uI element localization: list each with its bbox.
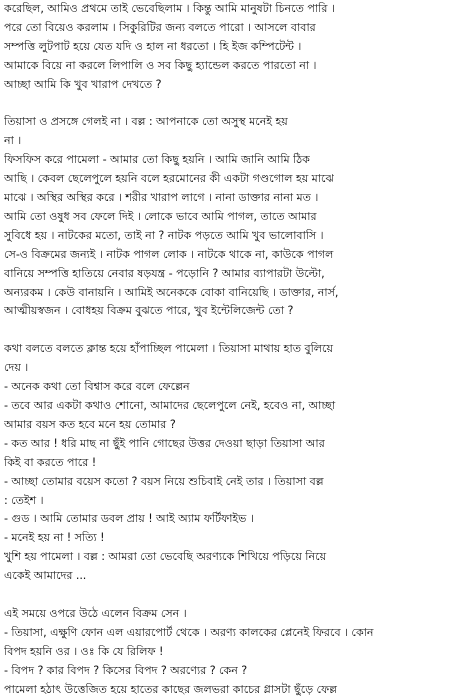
text-line: - বিপদ ? কার বিপদ ? কিসের বিপদ ? অরণ্যের ? কেন ? [4,663,248,677]
text-line: - মনেই হয় না ! সত্যি ! [4,531,105,545]
paragraph-gap [4,95,454,114]
text-line: - গুড । আমি তোমার ডবল প্রায় ! আই অ্যাম ফর্টিফাইভ । [4,512,254,526]
text-line: - তবে আর একটা কথাও শোনো, আমাদের ছেলেপুলে নেই, হবেও না, আচ্ছা [4,399,336,412]
text-line: আচ্ছা আমি কি খুব খারাপ দেখতে ? [4,77,162,91]
text-line: করেছিল, আমিও প্রথমে তাই ভেবেছিলাম । কিন্তু আমি মানুষটা চিনতে পারি । [4,2,335,15]
text-line: সম্পত্তি লুটপাট হয়ে যেত যদি ও হাল না ধরতো । হি ইজ কম্পিটেন্ট । [4,39,302,53]
text-line: দেয় । [4,361,29,375]
text-line: আমাকে বিয়ে না করলে লিপালি ও সব কিছু হ্যান্ডেল করতে পারতো না । [4,58,317,72]
text-line: এই সময়ে ওপরে উঠে এলেন বিক্রম সেন । [4,606,187,620]
text-line: তিয়াসা ও প্রসঙ্গে গেলই না । বল্ল : আপনাকে তো অসুস্থ মনেই হয় [4,115,288,129]
text-line: মাঝে । অস্থির অস্থির করে । শরীর খারাপ লাগে । নানা ডাক্তার নানা মত । [4,191,319,205]
text-line: আত্মীয়স্বজন । বোধহয় বিক্রম বুঝতে পারে, খুব ইন্টেলিজেন্ট তো ? [4,304,294,318]
text-line: একেই আমাদের ... [4,569,87,583]
text-line: কথা বলতে বলতে ক্লান্ত হয়ে হাঁপাচ্ছিল পামেলা । তিয়াসা মাথায় হাত বুলিয়ে [4,342,333,356]
text-line: : তেইশ । [4,493,44,507]
paragraph [4,113,454,321]
text-line: - আচ্ছা তোমার বয়েস কতো ? বয়স নিয়ে শুচিবাই নেই তার । তিয়াসা বল্ল [4,474,324,488]
text-line: - তিয়াসা, এক্ষুণি ফোন এল এয়ারপোর্ট থেকে । অরণ্য কালকের প্লেনেই ফিরবে । কোন [4,625,374,639]
text-line: পরে তো বিয়েও করলাম । সিকুরিটির জন্য বলতে পারো । আসলে বাবার [4,20,316,34]
paragraph [4,0,454,95]
text-line: অন্যরকম । কেউ বানায়নি । আমিই অনেককে বোকা বানিয়েছি । ডাক্তার, নার্স, [4,285,339,299]
paragraph-gap [4,321,454,340]
text-line: না । [4,134,22,148]
text-line: ফিসফিস করে পামেলা - আমার তো কিছু হয়নি । আমি জানি আমি ঠিক [4,153,310,167]
text-line: - অনেক কথা তো বিশ্বাস করে বলে ফেল্লেন [4,380,190,394]
paragraph [4,340,454,586]
text-line: আমি তো ওষুধ সব ফেলে দিই । লোকে ভাবে আমি পাগল, তাতে আমার [4,209,317,223]
text-line: পামেলা হঠাৎ উত্তেজিত হয়ে হাতের কাছের জলভরা কাচের গ্লাসটা ছুঁড়ে ফেল্ল [4,682,338,696]
paragraph [4,605,454,699]
text-line: আমার বয়স কত হবে মনে হয় তোমার ? [4,417,176,431]
text-line: বিপদ হয়নি ওর । ওঃ কি যে রিলিফ ! [4,644,164,658]
text-line: বানিয়ে সম্পত্তি হাতিয়ে নেবার ষড়যন্ত্র - পড়োনি ? আমার ব্যাপারটা উল্টো, [4,266,325,280]
text-line: কিই বা করতে পারে ! [4,455,97,469]
text-line: আছি । কেবল ছেলেপুলে হয়নি বলে হরমোনের কী একটা গণ্ডগোল হয় মাঝে [4,172,334,186]
text-line: সে-ও বিক্রমের জন্যই । নাটক পাগল লোক । নাটকে থাকে না, কাউকে পাগল [4,247,334,261]
paragraph-gap [4,586,454,605]
text-line: - কত আর ! ধরি মাছ না ছুঁই পানি গোছের উত্তর দেওয়া ছাড়া তিয়াসা আর [4,436,325,450]
text-line: সুবিধে হয় । নাটকের মতো, তাই না ? নাটক পড়তে আমি খুব ভালোবাসি । [4,228,324,242]
text-line: খুশি হয় পামেলা । বল্ল : আমরা তো ভেবেছি অরণ্যকে শিখিয়ে পড়িয়ে নিয়ে [4,550,327,564]
